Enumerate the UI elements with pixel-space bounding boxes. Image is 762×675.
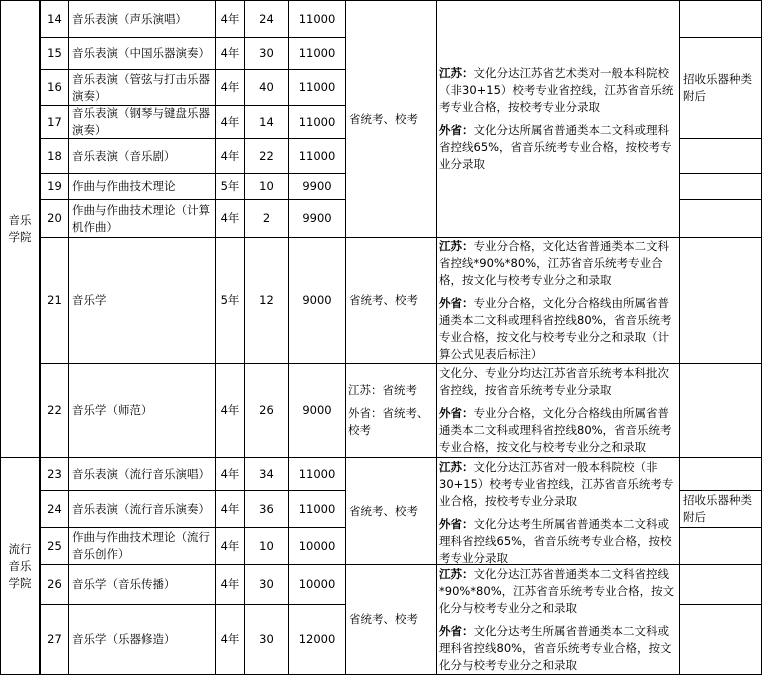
row-27-major: 音乐学（乐器修造） bbox=[68, 604, 216, 675]
row-25-plan: 10 bbox=[244, 527, 289, 565]
note-empty-3 bbox=[679, 173, 762, 200]
row-25-major: 作曲与作曲技术理论（流行音乐创作） bbox=[68, 527, 216, 565]
row-22-years: 4年 bbox=[215, 363, 245, 458]
exam-type-a: 省统考、校考 bbox=[345, 0, 437, 238]
rule-b-out: 外省：专业分合格，文化分合格线由所属省普通类本二文科或理科省控线80%，省音乐统考专业合格，按文化与校考专业分之和录取（计算公式见表后标注） bbox=[439, 296, 672, 361]
rule-e-out: 外省：文化分达考生所属省普通类本二文科或理科省控线80%，省音乐统考专业合格，按文化分与校考专业分之和录取 bbox=[439, 624, 672, 672]
row-26-plan: 30 bbox=[244, 564, 289, 605]
row-19-no: 19 bbox=[40, 173, 69, 200]
rule-block-c bbox=[436, 363, 680, 458]
row-18-years: 4年 bbox=[215, 138, 245, 174]
exam-type-e: 省统考、校考 bbox=[345, 564, 437, 675]
rule-block-d bbox=[436, 457, 680, 565]
note-empty-9 bbox=[679, 564, 762, 605]
row-20-no: 20 bbox=[40, 199, 69, 238]
group-pop-music-college: 流行 音乐 学院 bbox=[0, 457, 40, 675]
note-empty-7 bbox=[679, 457, 762, 491]
row-24-major: 音乐表演（流行音乐演奏） bbox=[68, 490, 216, 528]
exam-type-c bbox=[345, 363, 437, 458]
row-27-no: 27 bbox=[40, 604, 69, 675]
note-empty-10 bbox=[679, 604, 762, 675]
row-26-fee: 10000 bbox=[288, 564, 346, 605]
row-23-plan: 34 bbox=[244, 457, 289, 491]
row-19-fee: 9900 bbox=[288, 173, 346, 200]
row-24-plan: 36 bbox=[244, 490, 289, 528]
row-14-no: 14 bbox=[40, 0, 69, 38]
row-14-plan: 24 bbox=[244, 0, 289, 38]
row-20-fee: 9900 bbox=[288, 199, 346, 238]
row-17-plan: 14 bbox=[244, 105, 289, 139]
row-19-plan: 10 bbox=[244, 173, 289, 200]
row-23-years: 4年 bbox=[215, 457, 245, 491]
rule-b-js: 江苏：专业分合格，文化达省普通类本二文科省控线*90%*80%，江苏省音乐统考专业合格，按文化与校考专业分之和录取 bbox=[439, 239, 669, 287]
row-16-fee: 11000 bbox=[288, 69, 346, 106]
row-22-plan: 26 bbox=[244, 363, 289, 458]
row-18-no: 18 bbox=[40, 138, 69, 174]
row-22-fee: 9000 bbox=[288, 363, 346, 458]
row-16-major: 音乐表演（管弦与打击乐器演奏） bbox=[68, 69, 216, 106]
row-23-major: 音乐表演（流行音乐演唱） bbox=[68, 457, 216, 491]
exam-type-d: 省统考、校考 bbox=[345, 457, 437, 565]
row-14-major: 音乐表演（声乐演唱） bbox=[68, 0, 216, 38]
note-empty-6 bbox=[679, 363, 762, 458]
row-27-fee: 12000 bbox=[288, 604, 346, 675]
row-15-years: 4年 bbox=[215, 37, 245, 70]
note-a: 招收乐器种类附后 bbox=[679, 37, 762, 139]
row-15-plan: 30 bbox=[244, 37, 289, 70]
row-14-years: 4年 bbox=[215, 0, 245, 38]
rule-c-js: 文化分、专业分均达江苏省音乐统考本科批次省控线，按省音乐统考专业分录取 bbox=[439, 366, 669, 397]
row-16-years: 4年 bbox=[215, 69, 245, 106]
row-20-plan: 2 bbox=[244, 199, 289, 238]
row-24-no: 24 bbox=[40, 490, 69, 528]
row-19-years: 5年 bbox=[215, 173, 245, 200]
note-empty-4 bbox=[679, 199, 762, 238]
row-25-fee: 10000 bbox=[288, 527, 346, 565]
row-15-major: 音乐表演（中国乐器演奏） bbox=[68, 37, 216, 70]
row-17-years: 4年 bbox=[215, 105, 245, 139]
note-empty-1 bbox=[679, 0, 762, 38]
note-empty-5 bbox=[679, 237, 762, 364]
row-16-plan: 40 bbox=[244, 69, 289, 106]
exam-type-c-js: 江苏：省统考 bbox=[348, 383, 417, 397]
rule-a-js: 江苏：文化分达江苏省艺术类对一般本科院校（非30+15）校考专业省控线，江苏省音乐统考专业合格，按校考专业分录取 bbox=[439, 66, 674, 114]
rule-block-b bbox=[436, 237, 680, 364]
exam-type-c-out: 外省：省统考、校考 bbox=[348, 406, 429, 437]
row-18-plan: 22 bbox=[244, 138, 289, 174]
row-26-years: 4年 bbox=[215, 564, 245, 605]
row-23-fee: 11000 bbox=[288, 457, 346, 491]
row-27-years: 4年 bbox=[215, 604, 245, 675]
row-24-fee: 11000 bbox=[288, 490, 346, 528]
row-26-no: 26 bbox=[40, 564, 69, 605]
row-21-fee: 9000 bbox=[288, 237, 346, 364]
rule-d-js: 江苏：文化分达江苏省对一般本科院校（非30+15）校考专业省控线，江苏省音乐统考专业合格，按校考专业分录取 bbox=[439, 460, 674, 508]
rule-e-js: 江苏：文化分达江苏省普通类本二文科省控线*90%*80%，江苏省音乐统考专业合格，按文化分与校考专业分之和录取 bbox=[439, 567, 675, 615]
row-25-years: 4年 bbox=[215, 527, 245, 565]
row-17-major: 音乐表演（钢琴与键盘乐器演奏） bbox=[68, 105, 216, 139]
row-21-plan: 12 bbox=[244, 237, 289, 364]
row-21-no: 21 bbox=[40, 237, 69, 364]
row-15-fee: 11000 bbox=[288, 37, 346, 70]
row-21-major: 音乐学 bbox=[68, 237, 216, 364]
rule-block-a bbox=[436, 0, 680, 238]
note-empty-2 bbox=[679, 138, 762, 174]
note-empty-8 bbox=[679, 527, 762, 565]
row-20-years: 4年 bbox=[215, 199, 245, 238]
note-b: 招收乐器种类附后 bbox=[679, 490, 762, 528]
row-18-fee: 11000 bbox=[288, 138, 346, 174]
row-16-no: 16 bbox=[40, 69, 69, 106]
row-25-no: 25 bbox=[40, 527, 69, 565]
row-15-no: 15 bbox=[40, 37, 69, 70]
rule-c-out: 外省：专业分合格，文化分合格线由所属省普通类本二文科或理科省控线80%，省音乐统考专业合格，按文化与校考专业分之和录取 bbox=[439, 406, 672, 454]
row-20-major: 作曲与作曲技术理论（计算机作曲） bbox=[68, 199, 216, 238]
row-22-no: 22 bbox=[40, 363, 69, 458]
row-21-years: 5年 bbox=[215, 237, 245, 364]
group-music-college: 音乐 学院 bbox=[0, 0, 40, 458]
row-22-major: 音乐学（师范） bbox=[68, 363, 216, 458]
row-23-no: 23 bbox=[40, 457, 69, 491]
rule-block-e bbox=[436, 564, 680, 675]
rule-d-out: 外省：文化分达考生所属省普通类本二文科或理科省控线65%，省音乐统考专业合格，按校考专业分录取 bbox=[439, 517, 672, 565]
row-19-major: 作曲与作曲技术理论 bbox=[68, 173, 216, 200]
row-17-fee: 11000 bbox=[288, 105, 346, 139]
row-17-no: 17 bbox=[40, 105, 69, 139]
row-24-years: 4年 bbox=[215, 490, 245, 528]
row-26-major: 音乐学（音乐传播） bbox=[68, 564, 216, 605]
row-27-plan: 30 bbox=[244, 604, 289, 675]
row-18-major: 音乐表演（音乐剧） bbox=[68, 138, 216, 174]
row-14-fee: 11000 bbox=[288, 0, 346, 38]
rule-a-out: 外省：文化分达所属省普通类本二文科或理科省控线65%，省音乐统考专业合格，按校考专业分录取 bbox=[439, 123, 672, 171]
exam-type-b: 省统考、校考 bbox=[345, 237, 437, 364]
